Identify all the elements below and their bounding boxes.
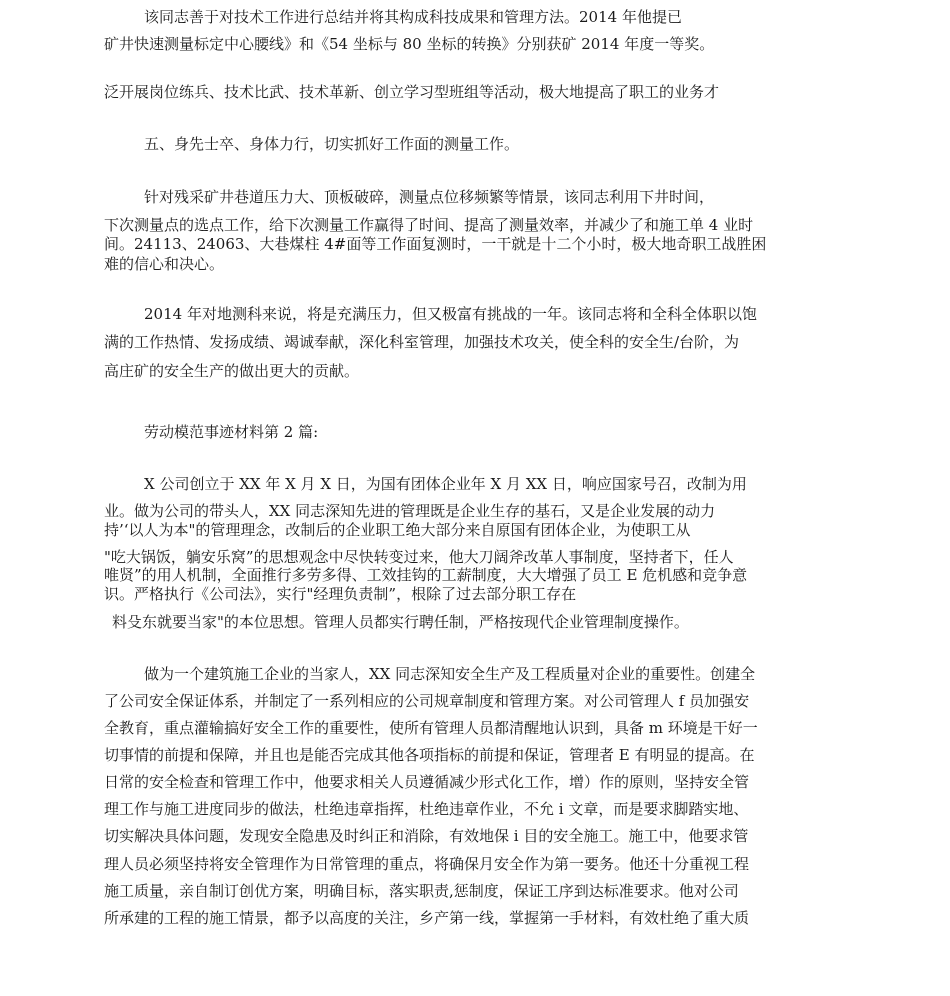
text-line: 泛开展岗位练兵、技术比武、技术革新、创立学习型班组等活动，极大地提高了职工的业务才 bbox=[104, 83, 720, 101]
text-line: 难的信心和决心。 bbox=[104, 255, 225, 273]
text-line: 业。做为公司的带头人，XX 同志深知先进的管理既是企业生存的基石，又是企业发展的动力 bbox=[104, 502, 716, 520]
text-line: 2014 年对地测科来说，将是充满压力，但又极富有挑战的一年。该同志将和全科全体职以饱 bbox=[144, 305, 757, 323]
text-line: 唯贤”的用人机制，全面推行多劳多得、工效挂钩的工薪制度，大大增强了员工 E 危机感和竞争意 bbox=[104, 566, 748, 584]
text-line: 识。严格执行《公司法》，实行"经理负责制”，根除了过去部分职工存在 bbox=[104, 585, 577, 603]
text-line: 料殳东就要当家"的本位思想。管理人员都实行聘任制，严格按现代企业管理制度操作。 bbox=[112, 613, 689, 631]
text-line: 切实解决具体问题，发现安全隐患及时纠正和消除，有效地保 i 目的安全施工。施工中，他要求管 bbox=[104, 827, 749, 845]
text-line: 理工作与施工进度同步的做法，杜绝违章指挥，杜绝违章作业，不允 i 文章，而是要求脚踏实地、 bbox=[104, 800, 749, 818]
text-line: 高庄矿的安全生产的做出更大的贡献。 bbox=[104, 362, 360, 380]
text-line: 了公司安全保证体系，并制定了一系列相应的公司规章制度和管理方案。对公司管理人 f 员加强安 bbox=[104, 692, 750, 710]
text-line: 日常的安全检查和管理工作中，他要求相关人员遵循减少形式化工作，增）作的原则，坚持安全管 bbox=[104, 773, 750, 791]
text-line: 持’‘以人为本"的管理理念，改制后的企业职工绝大部分来自原国有团体企业，为使职工从 bbox=[104, 521, 691, 539]
text-line: 针对残采矿井巷道压力大、顶板破碎，测量点位移频繁等情景，该同志利用下井时间， bbox=[144, 188, 715, 206]
text-line: 做为一个建筑施工企业的当家人，XX 同志深知安全生产及工程质量对企业的重要性。创建全 bbox=[144, 665, 756, 683]
text-line: 施工质量，亲自制订创优方案，明确目标，落实职责,惩制度，保证工序到达标准要求。他对公司 bbox=[104, 882, 739, 900]
text-line: 间。24113、24063、大巷煤柱 4#面等工作面复测时，一干就是十二个小时，极大地奇职工战胜困 bbox=[104, 235, 767, 253]
text-line: 切事情的前提和保障，并且也是能否完成其他各项指标的前提和保证，管理者 E 有明显的提高。在 bbox=[104, 746, 755, 764]
text-line: 所承建的工程的施工情景，都予以高度的关注，乡产第一线，掌握第一手材料，有效杜绝了重大质 bbox=[104, 909, 750, 927]
text-line: 矿井快速测量标定中心腰线》和《54 坐标与 80 坐标的转换》分别获矿 2014 年度一等奖。 bbox=[104, 35, 715, 53]
text-line: "吃大锅饭，躺安乐窝”的思想观念中尽快转变过来，他大刀阔斧改革人事制度，坚持者下，任人 bbox=[104, 548, 734, 566]
section-heading: 五、身先士卒、身体力行，切实抓好工作面的测量工作。 bbox=[144, 135, 520, 153]
article-heading: 劳动模范事迹材料第 2 篇: bbox=[144, 423, 319, 441]
text-line: X 公司创立于 XX 年 X 月 X 日，为国有团体企业年 X 月 XX 日，响应国家号召，改制为用 bbox=[144, 475, 747, 493]
text-line: 该同志善于对技术工作进行总结并将其构成科技成果和管理方法。2014 年他提已 bbox=[144, 8, 682, 26]
text-line: 理人员必须坚持将安全管理作为日常管理的重点，将确保月安全作为第一要务。他还十分重视工程 bbox=[104, 855, 750, 873]
text-line: 全教育，重点灌输搞好安全工作的重要性，使所有管理人员都清醒地认识到，具备 m 环境是干好一 bbox=[104, 719, 758, 737]
text-line: 满的工作热情、发扬成绩、竭诚奉献，深化科室管理，加强技术攻关，使全科的安全生/台阶，为 bbox=[104, 333, 740, 351]
text-line: 下次测量点的选点工作，给下次测量工作赢得了时间、提高了测量效率，并减少了和施工单 4 业时 bbox=[104, 216, 754, 234]
